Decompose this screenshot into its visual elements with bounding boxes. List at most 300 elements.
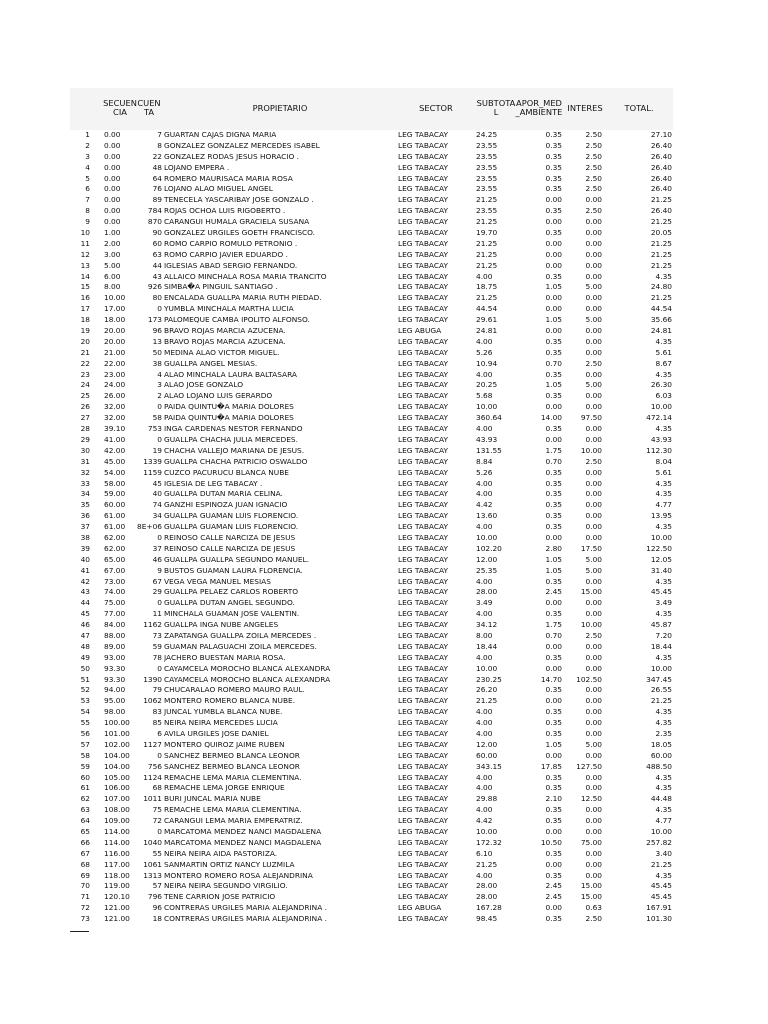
apor-med-cell: 0.35 — [545, 271, 562, 281]
propietario-cell: MINCHALA GUAMAN JOSE VALENTIN. — [164, 609, 300, 619]
interes-cell: 0.00 — [585, 728, 602, 738]
apor-med-cell: 0.35 — [545, 162, 562, 172]
table-row — [70, 489, 673, 500]
subtotal-cell: 4.42 — [476, 816, 493, 826]
table-row — [70, 533, 673, 544]
total-cell: 4.35 — [655, 772, 672, 782]
subtotal-cell: 21.25 — [476, 260, 498, 270]
sector-cell: LEG TABACAY — [398, 772, 449, 782]
total-cell: 44.54 — [650, 304, 672, 314]
interes-cell: 0.00 — [585, 326, 602, 336]
subtotal-cell: 21.25 — [476, 859, 498, 869]
sector-cell: LEG TABACAY — [398, 511, 449, 521]
table-row — [70, 881, 673, 892]
row-number: 66 — [80, 837, 90, 847]
cuenta-cell: 34 — [152, 511, 162, 521]
apor-med-cell: 0.00 — [545, 260, 562, 270]
secuencia-cell: 73.00 — [104, 576, 126, 586]
interes-cell: 0.00 — [585, 805, 602, 815]
cuenta-cell: 870 — [147, 217, 162, 227]
total-cell: 10.00 — [650, 532, 672, 542]
apor-med-cell: 0.00 — [545, 859, 562, 869]
interes-cell: 2.50 — [585, 162, 602, 172]
total-cell: 4.77 — [655, 500, 672, 510]
table-row — [70, 729, 673, 740]
table-row — [70, 348, 673, 359]
secuencia-cell: 20.00 — [104, 336, 126, 346]
total-cell: 4.35 — [655, 522, 672, 532]
row-number: 37 — [80, 522, 90, 532]
subtotal-cell: 4.00 — [476, 728, 493, 738]
header-interes: INTERES — [567, 103, 603, 113]
total-cell: 4.35 — [655, 805, 672, 815]
sector-cell: LEG TABACAY — [398, 391, 449, 401]
row-number: 71 — [80, 892, 90, 902]
propietario-cell: SIMBA�A PINGUIL SANTIAGO . — [164, 282, 278, 292]
total-cell: 45.45 — [650, 587, 672, 597]
secuencia-cell: 106.00 — [104, 783, 130, 793]
apor-med-cell: 1.05 — [545, 739, 562, 749]
sector-cell: LEG TABACAY — [398, 402, 449, 412]
secuencia-cell: 61.00 — [104, 511, 126, 521]
sector-cell: LEG TABACAY — [398, 522, 449, 532]
total-cell: 24.80 — [650, 282, 672, 292]
total-cell: 7.20 — [655, 630, 672, 640]
propietario-cell: SANMARTIN ORTIZ NANCY LUZMILA — [164, 859, 295, 869]
subtotal-cell: 98.45 — [476, 914, 498, 924]
apor-med-cell: 0.35 — [545, 609, 562, 619]
cuenta-cell: 1339 — [143, 456, 162, 466]
secuencia-cell: 0.00 — [104, 206, 121, 216]
table-row — [70, 261, 673, 272]
sector-cell: LEG TABACAY — [398, 620, 449, 630]
table-row — [70, 849, 673, 860]
subtotal-cell: 4.00 — [476, 870, 493, 880]
cuenta-cell: 1127 — [143, 739, 162, 749]
table-row — [70, 577, 673, 588]
interes-cell: 0.00 — [585, 685, 602, 695]
interes-cell: 0.00 — [585, 870, 602, 880]
propietario-cell: TENE CARRION JOSE PATRICIO — [164, 892, 276, 902]
interes-cell: 0.00 — [585, 772, 602, 782]
cuenta-cell: 11 — [152, 609, 162, 619]
secuencia-cell: 75.00 — [104, 598, 126, 608]
total-cell: 4.35 — [655, 652, 672, 662]
interes-cell: 0.00 — [585, 293, 602, 303]
table-row — [70, 707, 673, 718]
secuencia-cell: 93.30 — [104, 663, 126, 673]
row-number: 11 — [80, 238, 90, 248]
propietario-cell: NEIRA NEIRA SEGUNDO VIRGILIO. — [164, 881, 288, 891]
row-number: 72 — [80, 903, 90, 913]
cuenta-cell: 13 — [152, 336, 162, 346]
table-row — [70, 293, 673, 304]
total-cell: 21.25 — [650, 217, 672, 227]
subtotal-cell: 26.20 — [476, 685, 498, 695]
secuencia-cell: 32.00 — [104, 413, 126, 423]
cuenta-cell: 55 — [152, 848, 162, 858]
secuencia-cell: 101.00 — [104, 728, 130, 738]
secuencia-cell: 120.10 — [104, 892, 130, 902]
table-row — [70, 773, 673, 784]
table-row — [70, 794, 673, 805]
secuencia-cell: 32.00 — [104, 402, 126, 412]
secuencia-cell: 26.00 — [104, 391, 126, 401]
propietario-cell: GONZALEZ RODAS JESUS HORACIO . — [164, 151, 299, 161]
propietario-cell: IGLESIAS ABAD SERGIO FERNANDO. — [164, 260, 298, 270]
interes-cell: 5.00 — [585, 315, 602, 325]
sector-cell: LEG TABACAY — [398, 859, 449, 869]
table-row — [70, 762, 673, 773]
total-cell: 44.48 — [650, 794, 672, 804]
apor-med-cell: 0.35 — [545, 478, 562, 488]
row-number: 57 — [80, 739, 90, 749]
cuenta-cell: 4 — [157, 369, 162, 379]
total-cell: 6.03 — [655, 391, 672, 401]
sector-cell: LEG TABACAY — [398, 206, 449, 216]
apor-med-cell: 0.35 — [545, 140, 562, 150]
subtotal-cell: 43.93 — [476, 434, 498, 444]
row-number: 42 — [80, 576, 90, 586]
row-number: 26 — [80, 402, 90, 412]
secuencia-cell: 93.30 — [104, 674, 126, 684]
subtotal-cell: 10.00 — [476, 402, 498, 412]
total-cell: 10.00 — [650, 663, 672, 673]
interes-cell: 15.00 — [580, 881, 602, 891]
row-number: 15 — [80, 282, 90, 292]
secuencia-cell: 8.00 — [104, 282, 121, 292]
secuencia-cell: 62.00 — [104, 543, 126, 553]
sector-cell: LEG TABACAY — [398, 304, 449, 314]
apor-med-cell: 0.35 — [545, 718, 562, 728]
row-number: 73 — [80, 914, 90, 924]
sector-cell: LEG TABACAY — [398, 674, 449, 684]
row-number: 67 — [80, 848, 90, 858]
table-row — [70, 174, 673, 185]
sector-cell: LEG ABUGA — [398, 326, 442, 336]
subtotal-cell: 18.44 — [476, 641, 498, 651]
total-cell: 45.45 — [650, 881, 672, 891]
table-row — [70, 751, 673, 762]
total-cell: 3.49 — [655, 598, 672, 608]
row-number: 34 — [80, 489, 90, 499]
total-cell: 21.25 — [650, 195, 672, 205]
total-cell: 26.40 — [650, 140, 672, 150]
secuencia-cell: 24.00 — [104, 380, 126, 390]
interes-cell: 0.00 — [585, 500, 602, 510]
propietario-cell: GUARTAN CAJAS DIGNA MARIA — [164, 130, 277, 139]
total-cell: 4.35 — [655, 609, 672, 619]
subtotal-cell: 102.20 — [476, 543, 502, 553]
secuencia-cell: 105.00 — [104, 772, 130, 782]
subtotal-cell: 4.00 — [476, 369, 493, 379]
apor-med-cell: 0.35 — [545, 173, 562, 183]
apor-med-cell: 2.45 — [545, 881, 562, 891]
secuencia-cell: 108.00 — [104, 805, 130, 815]
sector-cell: LEG TABACAY — [398, 696, 449, 706]
subtotal-cell: 23.55 — [476, 162, 498, 172]
cuenta-cell: 79 — [152, 685, 162, 695]
apor-med-cell: 0.00 — [545, 663, 562, 673]
cuenta-cell: 96 — [152, 903, 162, 913]
apor-med-cell: 0.00 — [545, 293, 562, 303]
row-number: 51 — [80, 674, 90, 684]
secuencia-cell: 67.00 — [104, 565, 126, 575]
cuenta-cell: 784 — [147, 206, 162, 216]
row-number: 53 — [80, 696, 90, 706]
cuenta-cell: 59 — [152, 641, 162, 651]
interes-cell: 0.00 — [585, 718, 602, 728]
row-number: 22 — [80, 358, 90, 368]
row-number: 33 — [80, 478, 90, 488]
sector-cell: LEG TABACAY — [398, 238, 449, 248]
sector-cell: LEG TABACAY — [398, 685, 449, 695]
interes-cell: 0.00 — [585, 783, 602, 793]
interes-cell: 0.00 — [585, 336, 602, 346]
cuenta-cell: 46 — [152, 554, 162, 564]
subtotal-cell: 172.32 — [476, 837, 502, 847]
secuencia-cell: 3.00 — [104, 249, 121, 259]
table-row — [70, 740, 673, 751]
row-number: 6 — [85, 184, 90, 194]
table-row — [70, 239, 673, 250]
cuenta-cell: 18 — [152, 914, 162, 924]
apor-med-cell: 0.00 — [545, 641, 562, 651]
interes-cell: 0.00 — [585, 663, 602, 673]
total-cell: 26.40 — [650, 184, 672, 194]
propietario-cell: GUALLPA GUAMAN LUIS FLORENCIO. — [164, 511, 299, 521]
interes-cell: 2.50 — [585, 914, 602, 924]
apor-med-cell: 0.00 — [545, 434, 562, 444]
propietario-cell: GUALLPA CHACHA JULIA MERCEDES. — [164, 434, 298, 444]
row-number: 13 — [80, 260, 90, 270]
interes-cell: 2.50 — [585, 151, 602, 161]
apor-med-cell: 0.35 — [545, 347, 562, 357]
secuencia-cell: 1.00 — [104, 228, 121, 238]
subtotal-cell: 360.64 — [476, 413, 502, 423]
total-cell: 21.25 — [650, 249, 672, 259]
total-cell: 21.25 — [650, 238, 672, 248]
sector-cell: LEG TABACAY — [398, 173, 449, 183]
cuenta-cell: 80 — [152, 293, 162, 303]
secuencia-cell: 10.00 — [104, 293, 126, 303]
apor-med-cell: 1.05 — [545, 380, 562, 390]
secuencia-cell: 23.00 — [104, 369, 126, 379]
secuencia-cell: 104.00 — [104, 761, 130, 771]
table-row — [70, 892, 673, 903]
secuencia-cell: 59.00 — [104, 489, 126, 499]
interes-cell: 0.00 — [585, 652, 602, 662]
propietario-cell: REMACHE LEMA JORGE ENRIQUE — [164, 783, 285, 793]
interes-cell: 15.00 — [580, 892, 602, 902]
interes-cell: 0.00 — [585, 217, 602, 227]
row-number: 16 — [80, 293, 90, 303]
propietario-cell: SANCHEZ BERMEO BLANCA LEONOR — [164, 750, 300, 760]
row-number: 3 — [85, 151, 90, 161]
header-sector: SECTOR — [419, 103, 453, 113]
interes-cell: 5.00 — [585, 554, 602, 564]
total-cell: 488.50 — [646, 761, 672, 771]
table-row — [70, 903, 673, 914]
sector-cell: LEG TABACAY — [398, 424, 449, 434]
table-row — [70, 468, 673, 479]
secuencia-cell: 20.00 — [104, 326, 126, 336]
interes-cell: 0.00 — [585, 391, 602, 401]
row-number: 44 — [80, 598, 90, 608]
sector-cell: LEG TABACAY — [398, 554, 449, 564]
total-cell: 472.14 — [646, 413, 672, 423]
apor-med-cell: 0.35 — [545, 805, 562, 815]
propietario-cell: GUALLPA PELAEZ CARLOS ROBERTO — [164, 587, 299, 597]
apor-med-cell: 0.00 — [545, 750, 562, 760]
row-number: 4 — [85, 162, 90, 172]
table-row — [70, 337, 673, 348]
subtotal-cell: 12.00 — [476, 554, 498, 564]
propietario-cell: GUALLPA GUAMAN LUIS FLORENCIO. — [164, 522, 299, 532]
secuencia-cell: 60.00 — [104, 500, 126, 510]
cuenta-cell: 37 — [152, 543, 162, 553]
secuencia-cell: 0.00 — [104, 130, 121, 139]
row-number: 5 — [85, 173, 90, 183]
table-row — [70, 141, 673, 152]
table-row — [70, 391, 673, 402]
subtotal-cell: 4.00 — [476, 718, 493, 728]
row-number: 18 — [80, 315, 90, 325]
cuenta-cell: 67 — [152, 576, 162, 586]
table-row — [70, 653, 673, 664]
secuencia-cell: 17.00 — [104, 304, 126, 314]
sector-cell: LEG TABACAY — [398, 413, 449, 423]
apor-med-cell: 0.35 — [545, 489, 562, 499]
table-row — [70, 805, 673, 816]
total-cell: 8.04 — [655, 456, 672, 466]
secuencia-cell: 104.00 — [104, 750, 130, 760]
table-row — [70, 827, 673, 838]
sector-cell: LEG TABACAY — [398, 609, 449, 619]
propietario-cell: REMACHE LEMA MARIA CLEMENTINA. — [164, 805, 302, 815]
secuencia-cell: 84.00 — [104, 620, 126, 630]
apor-med-cell: 0.35 — [545, 467, 562, 477]
row-number: 48 — [80, 641, 90, 651]
row-number: 52 — [80, 685, 90, 695]
total-cell: 27.10 — [650, 130, 672, 139]
subtotal-cell: 4.00 — [476, 271, 493, 281]
row-number: 24 — [80, 380, 90, 390]
secuencia-cell: 0.00 — [104, 195, 121, 205]
total-cell: 4.35 — [655, 576, 672, 586]
interes-cell: 0.00 — [585, 402, 602, 412]
propietario-cell: INGA CARDENAS NESTOR FERNANDO — [164, 424, 303, 434]
table-row — [70, 696, 673, 707]
apor-med-cell: 0.35 — [545, 728, 562, 738]
subtotal-cell: 28.00 — [476, 892, 498, 902]
row-number: 62 — [80, 794, 90, 804]
apor-med-cell: 0.00 — [545, 827, 562, 836]
sector-cell: LEG TABACAY — [398, 467, 449, 477]
row-number: 36 — [80, 511, 90, 521]
total-cell: 4.35 — [655, 369, 672, 379]
table-row — [70, 685, 673, 696]
apor-med-cell: 0.35 — [545, 522, 562, 532]
sector-cell: LEG TABACAY — [398, 532, 449, 542]
propietario-cell: ALLAICO MINCHALA ROSA MARIA TRANCITO — [164, 271, 327, 281]
apor-med-cell: 1.05 — [545, 315, 562, 325]
propietario-cell: CARANGUI LEMA MARIA EMPERATRIZ. — [164, 816, 303, 826]
interes-cell: 10.00 — [580, 445, 602, 455]
sector-cell: LEG TABACAY — [398, 718, 449, 728]
subtotal-cell: 21.25 — [476, 696, 498, 706]
total-cell: 26.40 — [650, 206, 672, 216]
secuencia-cell: 94.00 — [104, 685, 126, 695]
table-row — [70, 838, 673, 849]
total-cell: 112.30 — [646, 445, 672, 455]
subtotal-cell: 29.61 — [476, 315, 498, 325]
cuenta-cell: 40 — [152, 489, 162, 499]
total-cell: 26.40 — [650, 173, 672, 183]
propietario-cell: GUALLPA INGA NUBE ANGELES — [164, 620, 279, 630]
subtotal-cell: 21.25 — [476, 293, 498, 303]
table-row — [70, 609, 673, 620]
total-cell: 4.35 — [655, 478, 672, 488]
propietario-cell: BUSTOS GUAMAN LAURA FLORENCIA. — [164, 565, 303, 575]
secuencia-cell: 42.00 — [104, 445, 126, 455]
interes-cell: 0.00 — [585, 707, 602, 717]
apor-med-cell: 0.00 — [545, 402, 562, 412]
row-number: 64 — [80, 816, 90, 826]
cuenta-cell: 7 — [157, 130, 162, 139]
subtotal-cell: 4.00 — [476, 772, 493, 782]
table-row — [70, 304, 673, 315]
subtotal-cell: 4.00 — [476, 783, 493, 793]
table-row — [70, 664, 673, 675]
secuencia-cell: 18.00 — [104, 315, 126, 325]
secuencia-cell: 102.00 — [104, 739, 130, 749]
table-row — [70, 228, 673, 239]
total-cell: 10.00 — [650, 827, 672, 836]
table-row — [70, 511, 673, 522]
secuencia-cell: 65.00 — [104, 554, 126, 564]
apor-med-cell: 1.05 — [545, 554, 562, 564]
apor-med-cell: 1.05 — [545, 565, 562, 575]
interes-cell: 0.00 — [585, 511, 602, 521]
cuenta-cell: 756 — [147, 761, 162, 771]
secuencia-cell: 0.00 — [104, 140, 121, 150]
cuenta-cell: 89 — [152, 195, 162, 205]
total-cell: 35.66 — [650, 315, 672, 325]
cuenta-cell: 0 — [157, 304, 162, 314]
subtotal-cell: 21.25 — [476, 217, 498, 227]
secuencia-cell: 95.00 — [104, 696, 126, 706]
sector-cell: LEG TABACAY — [398, 380, 449, 390]
propietario-cell: AVILA URGILES JOSE DANIEL — [164, 728, 269, 738]
apor-med-cell: 0.35 — [545, 870, 562, 880]
apor-med-cell: 0.70 — [545, 456, 562, 466]
interes-cell: 0.00 — [585, 228, 602, 238]
apor-med-cell: 0.35 — [545, 511, 562, 521]
table-row — [70, 435, 673, 446]
interes-cell: 5.00 — [585, 380, 602, 390]
interes-cell: 5.00 — [585, 739, 602, 749]
total-cell: 4.35 — [655, 336, 672, 346]
table-row — [70, 206, 673, 217]
table-row — [70, 370, 673, 381]
sector-cell: LEG ABUGA — [398, 903, 442, 913]
propietario-cell: ENCALADA GUALLPA MARIA RUTH PIEDAD. — [164, 293, 322, 303]
table-row — [70, 479, 673, 490]
secuencia-cell: 98.00 — [104, 707, 126, 717]
subtotal-cell: 4.00 — [476, 609, 493, 619]
table-row — [70, 217, 673, 228]
